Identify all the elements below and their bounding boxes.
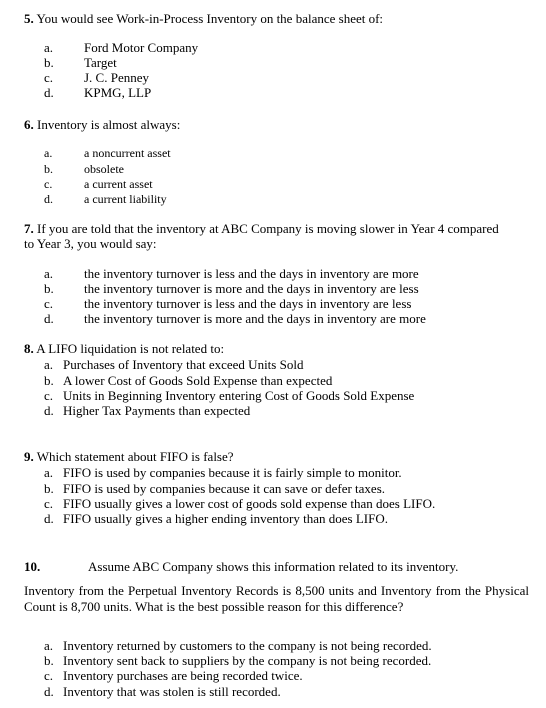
option-letter: a.	[44, 146, 53, 160]
option-text: Units in Beginning Inventory entering Cost of Goods Sold Expense	[63, 388, 415, 403]
question-number: 8.	[24, 341, 34, 356]
option-letter: c.	[44, 177, 53, 191]
question-number: 6.	[24, 117, 34, 132]
option-text: Inventory returned by customers to the company is not being recorded.	[63, 638, 432, 653]
option-text: KPMG, LLP	[84, 85, 152, 100]
option-text: Inventory purchases are being recorded twice.	[63, 668, 303, 683]
option-letter: b.	[44, 162, 53, 176]
option-text: Ford Motor Company	[84, 40, 199, 55]
option-letter: c.	[44, 70, 54, 85]
option-letter: a.	[44, 40, 54, 55]
question-8-stem	[24, 341, 224, 356]
option-text: Inventory that was stolen is still recorded.	[63, 684, 281, 699]
question-10-paragraph: Inventory from the Perpetual Inventory Records is 8,500 units and Inventory from the Physical Count is 8,700 units. What is the best possible reason for this difference?	[24, 583, 529, 614]
question-10-stem	[24, 559, 40, 574]
option-letter: b.	[44, 281, 54, 296]
option-letter: b.	[44, 373, 54, 388]
question-7-stem	[24, 221, 499, 236]
option-text: Target	[84, 55, 117, 70]
question-10-text: Assume ABC Company shows this information related to its inventory.	[88, 559, 459, 574]
question-text: Which statement about FIFO is false?	[36, 449, 234, 464]
question-text: If you are told that the inventory at ABC Company is moving slower in Year 4 compared	[37, 221, 499, 236]
option-letter: c.	[44, 496, 54, 511]
option-letter: c.	[44, 388, 54, 403]
option-letter: b.	[44, 653, 54, 668]
question-7-stem-continued	[24, 236, 157, 251]
option-letter: a.	[44, 266, 54, 281]
option-text: A lower Cost of Goods Sold Expense than expected	[63, 373, 333, 388]
option-text: FIFO is used by companies because it can save or defer taxes.	[63, 481, 386, 496]
option-text: Purchases of Inventory that exceed Units Sold	[63, 357, 304, 372]
option-letter: d.	[44, 511, 54, 526]
option-letter: c.	[44, 296, 54, 311]
option-text: J. C. Penney	[84, 70, 149, 85]
question-6-stem	[24, 117, 180, 132]
option-text: obsolete	[84, 162, 124, 176]
option-letter: d.	[44, 684, 54, 699]
question-text: A LIFO liquidation is not related to:	[36, 341, 225, 356]
option-text: FIFO usually gives a higher ending inventory than does LIFO.	[63, 511, 388, 526]
question-text: Inventory is almost always:	[37, 117, 181, 132]
question-number: 7.	[24, 221, 34, 236]
option-letter: b.	[44, 481, 54, 496]
option-letter: b.	[44, 55, 54, 70]
option-letter: c.	[44, 668, 54, 683]
question-number: 9.	[24, 449, 34, 464]
option-letter: d.	[44, 403, 54, 418]
option-text: a noncurrent asset	[84, 146, 171, 160]
question-number: 10.	[24, 559, 41, 574]
question-number: 5.	[24, 11, 34, 26]
option-letter: a.	[44, 357, 54, 372]
option-text: FIFO usually gives a lower cost of goods sold expense than does LIFO.	[63, 496, 436, 511]
option-text: Higher Tax Payments than expected	[63, 403, 251, 418]
option-text: the inventory turnover is less and the days in inventory are less	[84, 296, 412, 311]
option-letter: a.	[44, 465, 54, 480]
question-text: You would see Work-in-Process Inventory on the balance sheet of:	[36, 11, 384, 26]
question-5-stem	[24, 11, 383, 26]
question-text: to Year 3, you would say:	[24, 236, 157, 251]
option-letter: a.	[44, 638, 54, 653]
question-9-stem	[24, 449, 234, 464]
option-letter: d.	[44, 85, 54, 100]
option-letter: d.	[44, 192, 53, 206]
option-letter: d.	[44, 311, 54, 326]
option-text: the inventory turnover is less and the days in inventory are more	[84, 266, 419, 281]
option-text: FIFO is used by companies because it is fairly simple to monitor.	[63, 465, 402, 480]
option-text: a current liability	[84, 192, 167, 206]
option-text: Inventory sent back to suppliers by the company is not being recorded.	[63, 653, 432, 668]
option-text: the inventory turnover is more and the days in inventory are less	[84, 281, 419, 296]
option-text: a current asset	[84, 177, 153, 191]
option-text: the inventory turnover is more and the days in inventory are more	[84, 311, 426, 326]
